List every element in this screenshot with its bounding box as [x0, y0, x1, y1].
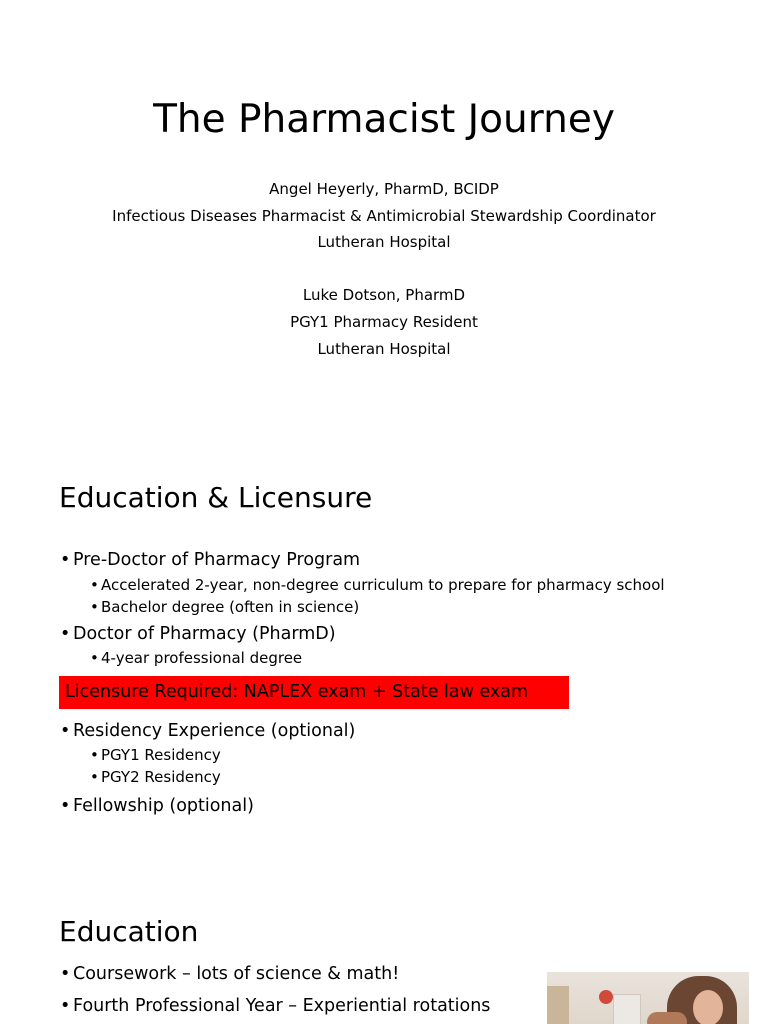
author-name: Luke Dotson, PharmD	[302, 286, 466, 305]
sub-list-item	[90, 647, 302, 669]
author-name: Angel Heyerly, PharmD, BCIDP	[269, 180, 499, 198]
sub-list-item	[90, 574, 665, 596]
bullet-icon: •	[60, 964, 71, 984]
licensure-callout: Licensure Required: NAPLEX exam + State law exam	[59, 676, 569, 709]
author-role: Infectious Diseases Pharmacist & Antimicrobial Stewardship Coordinator	[112, 206, 656, 225]
list-item	[60, 548, 360, 572]
education-slide	[0, 864, 768, 1024]
slide-title: Education	[59, 915, 199, 948]
bullet-icon: •	[60, 796, 71, 816]
author-role: PGY1 Pharmacy Resident	[290, 312, 478, 331]
sub-list-item	[90, 766, 221, 788]
bullet-icon: •	[90, 576, 99, 594]
photo-container	[613, 994, 641, 1024]
education-licensure-slide	[0, 432, 768, 864]
list-item-text: Fourth Professional Year – Experiential rotations	[73, 996, 491, 1016]
pharmacist-photo	[547, 972, 749, 1024]
list-item-text: PGY2 Residency	[101, 768, 221, 786]
list-item-text: PGY1 Residency	[101, 746, 221, 764]
author-spacer	[0, 256, 768, 283]
author-affiliation: Lutheran Hospital	[317, 339, 451, 358]
list-item-text: 4-year professional degree	[101, 649, 303, 667]
bullet-icon: •	[60, 721, 71, 741]
slide-title: The Pharmacist Journey	[153, 97, 615, 142]
sub-list-item	[90, 744, 221, 766]
list-item	[60, 794, 254, 818]
bullet-icon: •	[90, 746, 99, 764]
author-affiliation: Lutheran Hospital	[317, 233, 451, 252]
photo-object	[599, 990, 613, 1004]
list-item-text: Pre-Doctor of Pharmacy Program	[73, 550, 361, 570]
photo-face	[693, 990, 723, 1024]
list-item-text: Doctor of Pharmacy (PharmD)	[73, 624, 336, 644]
bullet-icon: •	[60, 996, 71, 1016]
title-slide	[0, 0, 768, 432]
slide-title: Education & Licensure	[59, 481, 373, 514]
list-item-text: Bachelor degree (often in science)	[101, 598, 360, 616]
bullet-icon: •	[90, 598, 99, 616]
bullet-icon: •	[60, 624, 71, 644]
list-item	[60, 622, 336, 646]
bullet-icon: •	[60, 550, 71, 570]
photo-hand	[647, 1012, 687, 1024]
list-item-text: Coursework – lots of science & math!	[73, 964, 400, 984]
list-item	[60, 994, 490, 1018]
list-item-text: Accelerated 2-year, non-degree curriculum to prepare for pharmacy school	[101, 576, 665, 594]
photo-shelf	[547, 986, 569, 1024]
sub-list-item	[90, 596, 359, 618]
author-block	[0, 176, 768, 362]
bullet-icon: •	[90, 768, 99, 786]
list-item	[60, 719, 355, 743]
list-item-text: Residency Experience (optional)	[73, 721, 356, 741]
list-item	[60, 962, 399, 986]
list-item-text: Fellowship (optional)	[73, 796, 254, 816]
bullet-icon: •	[90, 649, 99, 667]
